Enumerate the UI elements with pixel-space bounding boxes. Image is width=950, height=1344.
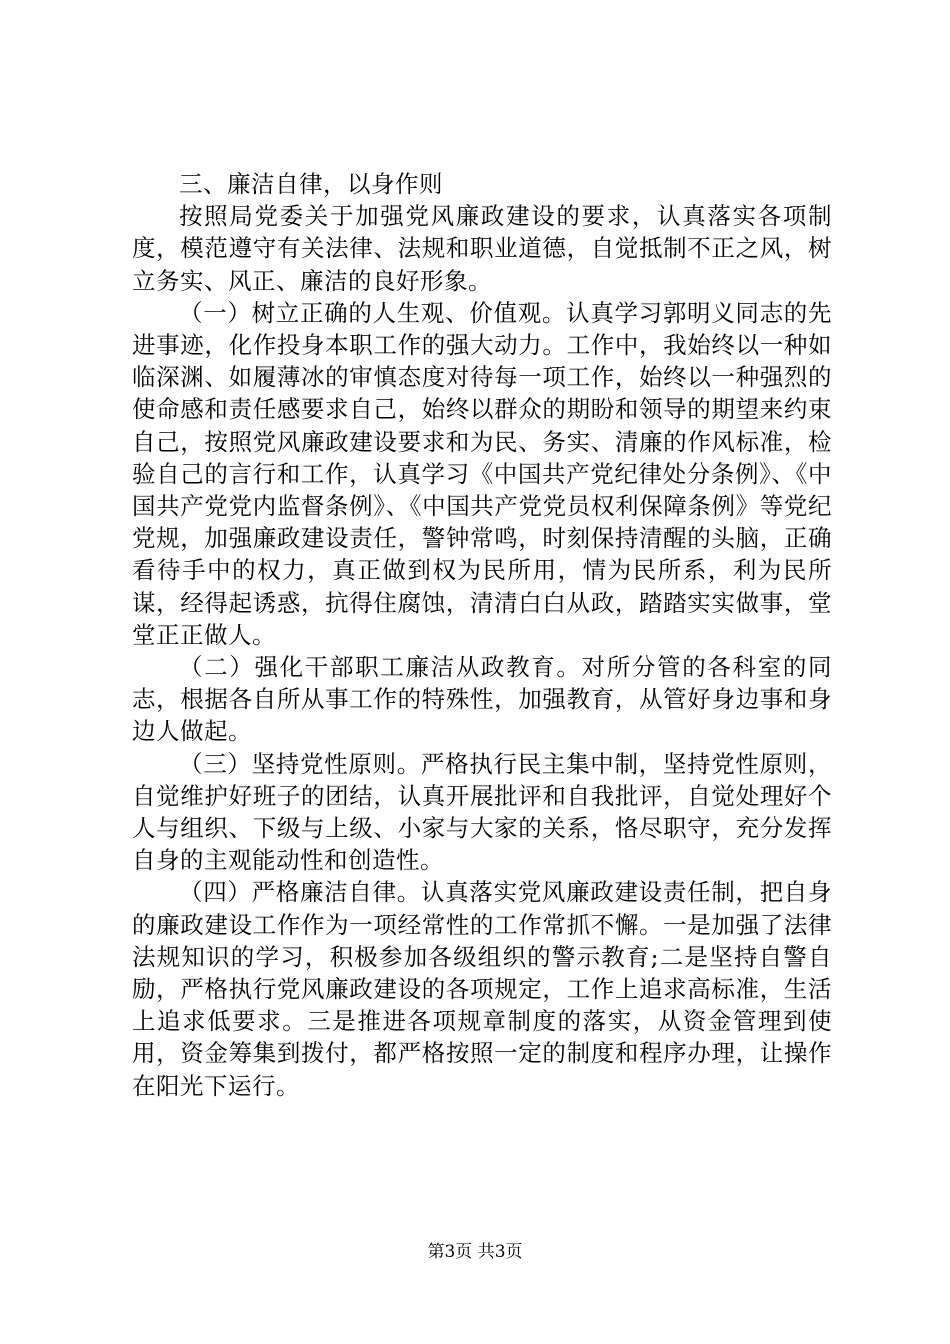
document-body (132, 168, 832, 1102)
section-heading: 三、廉洁自律，以身作则 (179, 170, 443, 198)
paragraph-item-3: （三）坚持党性原则。严格执行民主集中制，坚持党性原则，自觉维护好班子的团结，认真开展批评和自我批评，自觉处理好个人与组织、下级与上级、小家与大家的关系，恪尽职守，充分发挥自身的主观能动性和创造性。 (132, 749, 832, 875)
paragraph-item-4: （四）严格廉洁自律。认真落实党风廉政建设责任制，把自身的廉政建设工作作为一项经常性的工作常抓不懈。一是加强了法律法规知识的学习，积极参加各级组织的警示教育;二是坚持自警自励，严格执行党风廉政建设的各项规定，工作上追求高标准，生活上追求低要求。三是推进各项规章制度的落实，从资金管理到使用，资金筹集到拨付，都严格按照一定的制度和程序办理，让操作在阳光下运行。 (132, 878, 832, 1100)
paragraph-item-1: （一）树立正确的人生观、价值观。认真学习郭明义同志的先进事迹，化作投身本职工作的强大动力。工作中，我始终以一种如临深渊、如履薄冰的审慎态度对待每一项工作，始终以一种强烈的使命感和责任感要求自己，始终以群众的期盼和领导的期望来约束自己，按照党风廉政建设要求和为民、务实、清廉的作风标准，检验自己的言行和工作，认真学习《中国共产党纪律处分条例》、《中国共产党党内监督条例》、《中国共产党党员权利保障条例》等党纪党规，加强廉政建设责任，警钟常鸣，时刻保持清醒的头脑，正确看待手中的权力，真正做到权为民所用，情为民所系，利为民所谋，经得起诱惑，抗得住腐蚀，清清白白从政，踏踏实实做事，堂堂正正做人。 (132, 298, 832, 649)
paragraph-intro: 按照局党委关于加强党风廉政建设的要求，认真落实各项制度，模范遵守有关法律、法规和职业道德，自觉抵制不正之风，树立务实、风正、廉洁的良好形象。 (132, 202, 832, 295)
paragraph-item-2: （二）强化干部职工廉洁从政教育。对所分管的各科室的同志，根据各自所从事工作的特殊性，加强教育，从管好身边事和身边人做起。 (132, 653, 832, 746)
page-number-footer: 第3页 共3页 (427, 1242, 523, 1262)
